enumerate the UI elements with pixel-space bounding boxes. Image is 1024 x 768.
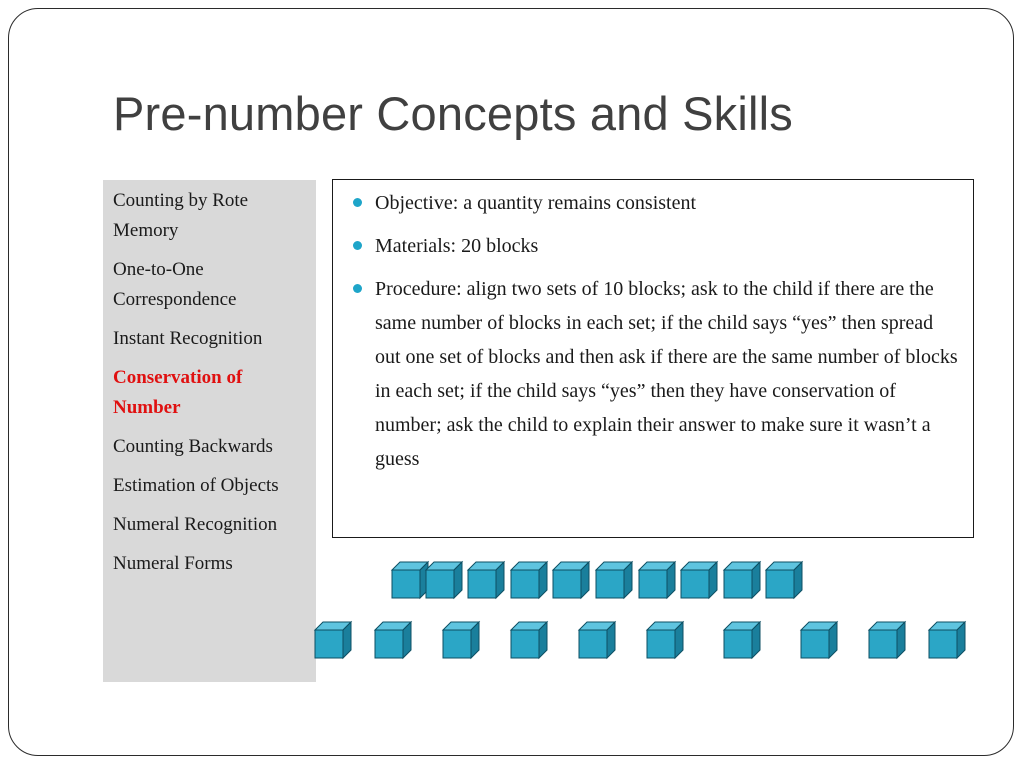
- bullet-dot-icon: [353, 198, 362, 207]
- bullet-dot-icon: [353, 241, 362, 250]
- bullet-materials-text: Materials: 20 blocks: [375, 235, 539, 257]
- sidebar-item-conservation-of-number: Conservation of Number: [113, 367, 243, 418]
- bullet-procedure-text: Procedure: align two sets of 10 blocks; ask to the child if there are the same number of blocks in each set; if the child says “yes” then spread out one set of blocks and then ask if there are the same number of blocks in each set; if the child says “yes” then they have conservation of number; ask the child to explain their answer to make sure it wasn’t a guess: [375, 278, 958, 470]
- sidebar-item-numeral-recognition: Numeral Recognition: [113, 514, 278, 535]
- topic-sidebar: [103, 180, 316, 682]
- bullet-procedure: [353, 272, 961, 476]
- sidebar-item-numeral-forms: Numeral Forms: [113, 553, 233, 574]
- sidebar-item-estimation-of-objects: Estimation of Objects: [113, 475, 279, 496]
- bullet-objective: [353, 186, 961, 220]
- bullet-materials: [353, 229, 961, 263]
- sidebar-item-one-to-one-correspondence: One-to-One Correspondence: [113, 259, 237, 310]
- sidebar-item-instant-recognition: Instant Recognition: [113, 328, 263, 349]
- sidebar-item-counting-by-rote-memory: Counting by Rote Memory: [113, 190, 249, 241]
- bullet-objective-text: Objective: a quantity remains consistent: [375, 192, 697, 214]
- sidebar-item-counting-backwards: Counting Backwards: [113, 436, 273, 457]
- slide-title: Pre-number Concepts and Skills: [113, 87, 793, 140]
- content-box: [332, 179, 974, 538]
- bullet-dot-icon: [353, 284, 362, 293]
